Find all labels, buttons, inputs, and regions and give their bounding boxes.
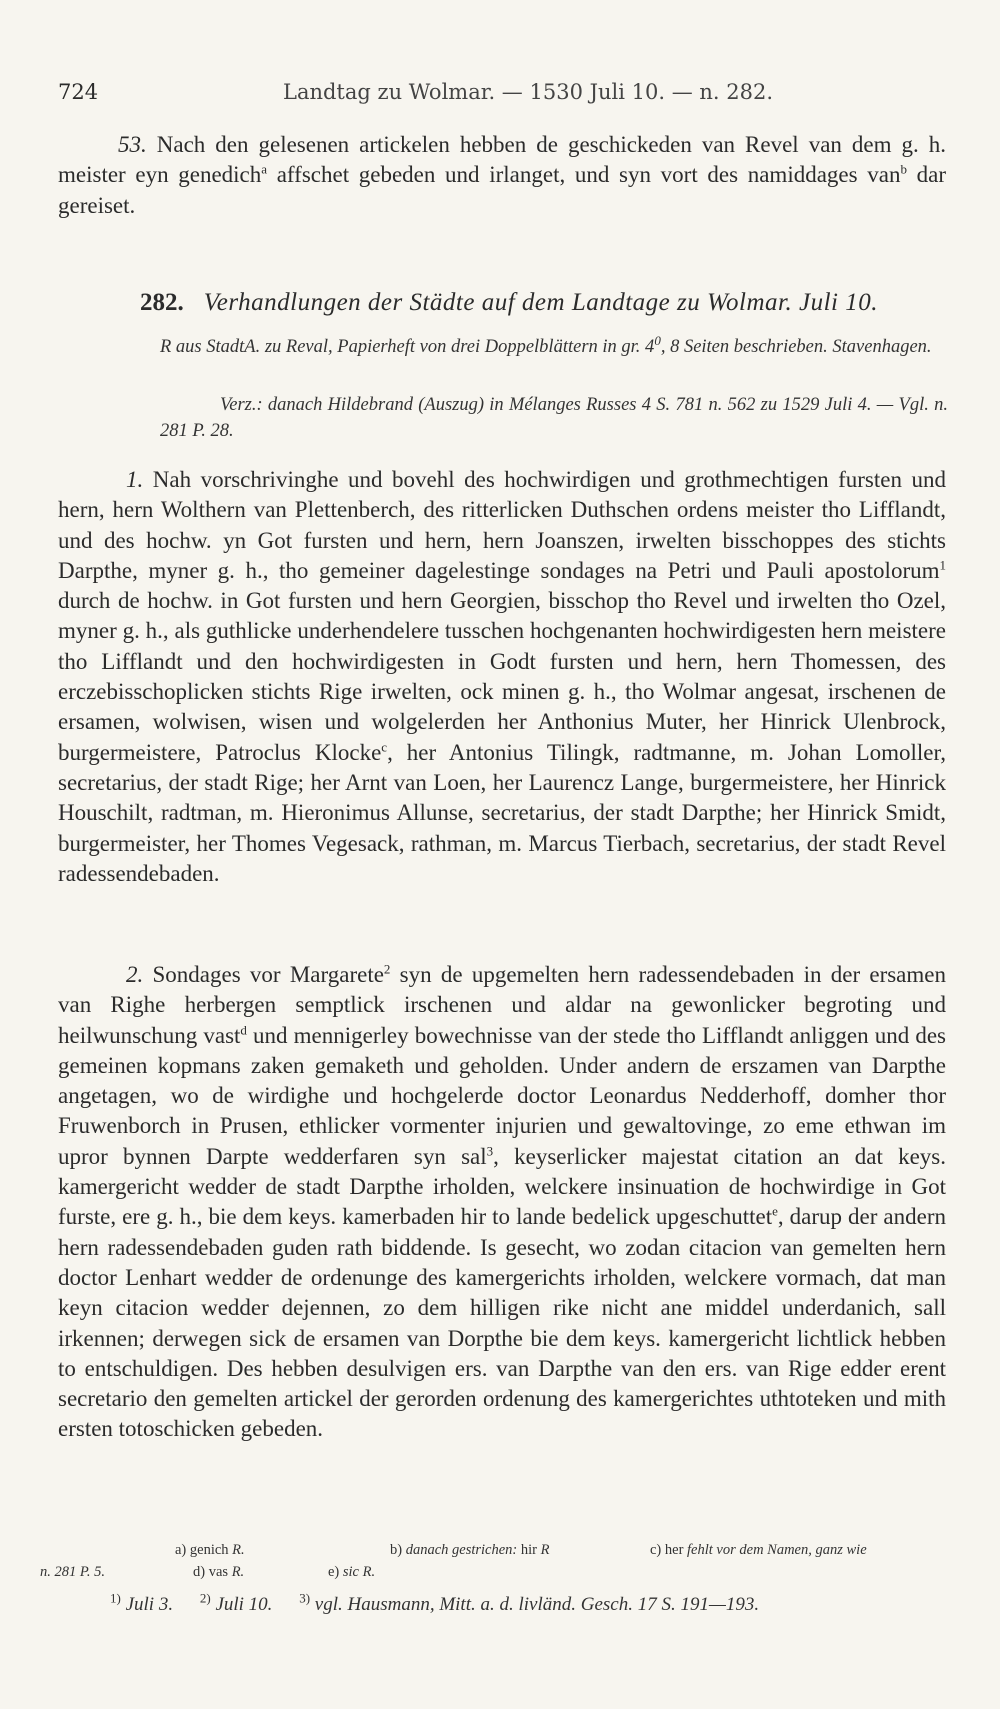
footnote-marker: b: [900, 161, 907, 177]
text-run: affschet gebeden und irlanget, und syn vort des namiddages van: [267, 162, 901, 188]
footnote-text: vas: [208, 1564, 229, 1580]
footnote-siglum: R.: [232, 1542, 245, 1558]
document-title: Verhandlungen der Städte auf dem Landtage zu Wolmar. Juli 10.: [203, 289, 878, 316]
text-run: Nach den gelesenen artickelen hebben de geschickeden van Revel van dem g. h. meister eyn genedich: [58, 132, 946, 188]
document-number: 282.: [140, 289, 184, 316]
footnote-marker: 2: [383, 961, 391, 977]
page-number: 724: [58, 80, 99, 104]
footnote-marker: a: [261, 161, 268, 177]
footnote-e: [328, 1564, 375, 1581]
text-run: durch de hochw. in Got fursten und hern Georgien, bisschop tho Revel und irwelten tho Ozel, myner g. h., als guthlicke underhendelere tusschen hochgenanten hochwirdigesten hern meistere tho Lifflandt und den hochwirdigesten in Godt fursten und hern, hern Thomessen, des erczebisschoplicken stichts Rige irwelten, ock minen g. h., tho Wolmar angesat, irschenen de ersamen, wolwisen, wisen und wolgelerden her Anthonius Muter, her Hinrick Ulenbrock, burgermeistere, Patroclus Klocke: [58, 588, 946, 765]
numbered-note: [199, 1590, 273, 1615]
footnote-a: [175, 1542, 245, 1559]
footnote-label: c): [650, 1542, 662, 1558]
note-text: Juli 10.: [215, 1594, 273, 1615]
text-run: , her Antonius Tilingk, radtmanne, m. Johan Lomoller, secretarius, der stadt Rige; her Arnt van Loen, her Laurencz Lange, burgermeistere, her Hinrick Houschilt, radtman, m. Hieronimus Allunse, secretarius, der stadt Darpthe; her Hinrick Smidt, burgermeister, her Thomes Vegesack, rathman, m. Marcus Tierbach, secretarius, der stadt Revel radessendebaden.: [58, 739, 946, 886]
superscript: 0: [654, 332, 661, 348]
text-run: dar gereiset.: [58, 162, 947, 218]
footnote-b: [390, 1542, 549, 1559]
source-references: Verz.: danach Hildebrand (Auszug) in Mélanges Russes 4 S. 781 n. 562 zu 1529 Juli 4. — Vgl. n. 281 P. 28.: [160, 395, 948, 441]
note-number: 3): [299, 1590, 311, 1606]
paragraph-number: 2.: [126, 962, 144, 987]
note-number: 2): [199, 1590, 211, 1606]
paragraph-number: 1.: [126, 467, 144, 492]
text-run: und mennigerley bowechnisse van der stede tho Lifflandt anliggen und des gemeinen kopmans zaken gemaketh und geholden. Under andern de erszamen van Darpthe angetagen, wo de wirdighe und hochgelerde doctor Leonardus Nedderhoff, domher thor Fruwenborch in Prusen, ethlicker vormenter injurien und gewaltovinge, zo eme ethwan im upror bynnen Darpte wedderfaren syn sal: [58, 1022, 946, 1169]
footnote-marker: e: [772, 1203, 778, 1219]
numbered-note: [299, 1590, 760, 1615]
footnote-note: danach gestrichen:: [405, 1542, 518, 1558]
paragraph-2: [58, 960, 946, 1445]
footnote-text: genich: [189, 1542, 229, 1558]
footnote-marker: d: [240, 1021, 247, 1037]
footnote-marker: 1: [939, 557, 946, 573]
footnote-note: n. 281 P. 5.: [40, 1564, 105, 1580]
text-run: , darup der andern hern radessendebaden guden rath biddende. Is gesecht, wo zodan citacion van gemelten hern doctor Lenhart wedder de ordenunge des kamergerichts irholden, welckere vormach, dat man keyn citacion wedder dejennen, zo dem hilligen rike nicht ane middel underdanich, sall irkennen; derwegen sick de ersamen van Dorpthe bie dem keys. kamergericht lichtlick hebben to entschuldigen. Des hebben desulvigen ers. van Darpthe van den ers. van Rige edder erent secretario den gemelten artickel der gerorden ordenung des kamergerichtes uthtoteken und mith ersten totoschicken gebeden.: [58, 1204, 946, 1442]
footnote-note: fehlt vor dem Namen, ganz wie: [687, 1542, 867, 1558]
footnote-d: [193, 1564, 244, 1581]
running-title: Landtag zu Wolmar. — 1530 Juli 10. — n. 282.: [283, 80, 774, 104]
footnote-c-continued: [40, 1564, 105, 1581]
footnote-note: sic R.: [342, 1564, 376, 1580]
page-header: [58, 80, 948, 110]
footnote-text: hir: [520, 1542, 537, 1558]
paragraph-53: [58, 130, 946, 221]
footnote-marker: c: [381, 739, 388, 755]
note-text: Juli 3.: [125, 1594, 174, 1615]
source-description: [160, 334, 948, 360]
text-run: syn de upgemelten hern radessendebaden in der ersamen van Righe herbergen semptlick irschenen und aldar na gewonlicker begroting und heilwunschung vast: [58, 962, 946, 1048]
numbered-footnotes: [110, 1590, 950, 1616]
footnote-label: a): [175, 1542, 187, 1558]
footnote-c: [650, 1542, 867, 1559]
text-run: Nah vorschrivinghe und bovehl des hochwirdigen und grothmechtigen fursten und hern, hern Wolthern van Plettenberch, des ritterlicken Duthschen ordens meister tho Lifflandt, und des hochw. yn Got fursten und hern, hern Joanszen, irwelten bisschoppes des stichts Darpthe, myner g. h., tho gemeiner dagelestinge sondages na Petri und Pauli apostolorum: [58, 467, 946, 583]
note-number: 1): [110, 1590, 121, 1606]
footnote-label: e): [328, 1564, 340, 1580]
footnote-text: her: [664, 1542, 684, 1558]
text-run: Sondages vor Margarete: [143, 962, 384, 987]
text-run: , 8 Seiten beschrieben. Stavenhagen.: [660, 337, 932, 357]
paragraph-number: 53.: [118, 132, 147, 157]
footnote-siglum: R: [540, 1542, 550, 1558]
numbered-note: [110, 1590, 174, 1615]
footnote-label: d): [193, 1564, 206, 1580]
note-text: vgl. Hausmann, Mitt. a. d. livländ. Gesch. 17 S. 191—193.: [314, 1594, 760, 1615]
text-run: R aus StadtA. zu Reval, Papierheft von drei Doppelblättern in gr. 4: [160, 337, 655, 357]
text-run: , keyserlicker majestat citation an dat keys. kamergericht wedder de stadt Darpthe irholden, welckere insinuation de hochwirdige in Got furste, ere g. h., bie dem keys. kamerbaden hir to lande bedelick upgeschuttet: [58, 1143, 946, 1230]
footnote-label: b): [390, 1542, 403, 1558]
paragraph-1: [58, 465, 946, 889]
footnote-marker: 3: [486, 1143, 494, 1159]
footnote-siglum: R.: [231, 1564, 245, 1580]
document-heading: [140, 287, 950, 319]
